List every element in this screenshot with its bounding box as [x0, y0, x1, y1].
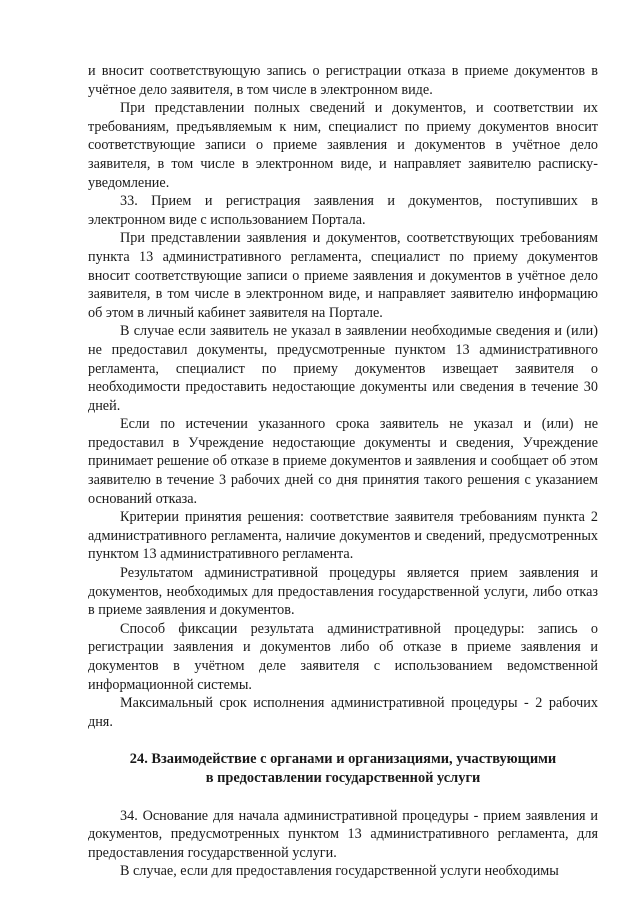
- section-heading-line-2: в предоставлении государственной услуги: [205, 769, 481, 786]
- section-heading-line-1: 24. Взаимодействие с органами и организациями, участвующими: [129, 751, 557, 768]
- paragraphs-before: [88, 62, 598, 731]
- paragraph: и вносит соответствующую запись о регистрации отказа в приеме документов в учётное дело заявителя, в том числе в электронном виде.: [88, 63, 598, 98]
- paragraph: 34. Основание для начала административной процедуры - прием заявления и документов, предусмотренных пунктом 13 административного регламента, для предоставления государственной услуги.: [88, 807, 598, 861]
- section-heading: [88, 750, 598, 787]
- document-page: [88, 62, 598, 881]
- paragraph: Если по истечении указанного срока заявитель не указал и (или) не предоставил в Учреждение недостающие документы и сведения, Учреждение принимает решение об отказе в приеме документов и заявления и сообщает об этом заявителю в течение 3 рабочих дней со дня принятия такого решения с указанием оснований отказа.: [88, 416, 598, 507]
- paragraph: В случае, если для предоставления государственной услуги необходимы: [120, 863, 559, 880]
- paragraph: При представлении заявления и документов, соответствующих требованиям пункта 13 административного регламента, специалист по приему документов вносит соответствующие записи о приеме заявления и документов в учётное дело заявителя, в том числе в электронном виде, и направляет заявителю информацию об этом в личный кабинет заявителя на Портале.: [88, 230, 598, 321]
- paragraph: Результатом административной процедуры является прием заявления и документов, необходимых для предоставления государственной услуги, либо отказ в приеме заявления и документов.: [88, 565, 598, 619]
- paragraph: Максимальный срок исполнения административной процедуры - 2 рабочих дня.: [88, 695, 598, 730]
- paragraph: Критерии принятия решения: соответствие заявителя требованиям пункта 2 административного регламента, наличие документов и сведений, предусмотренных пунктом 13 административного регламента.: [88, 509, 598, 563]
- paragraph: При представлении полных сведений и документов, и соответствии их требованиям, предъявляемым к ним, специалист по приему документов вносит соответствующие записи о приеме заявления и документов в учётное дело заявителя, в том числе в электронном виде, и направляет заявителю расписку-уведомление.: [88, 100, 598, 191]
- paragraph: 33. Прием и регистрация заявления и документов, поступивших в электронном виде с использованием Портала.: [88, 193, 598, 228]
- paragraphs-after: [88, 807, 598, 881]
- paragraph: В случае если заявитель не указал в заявлении необходимые сведения и (или) не предоставил документы, предусмотренные пунктом 13 административного регламента, специалист по приему документов извещает заявителя о необходимости предоставить недостающие документы или сведения в течение 30 дней.: [88, 323, 598, 414]
- paragraph: Способ фиксации результата административной процедуры: запись о регистрации заявления и документов либо об отказе в приеме заявления и документов в учётном деле заявителя с использованием ведомственной информационной системы.: [88, 620, 598, 693]
